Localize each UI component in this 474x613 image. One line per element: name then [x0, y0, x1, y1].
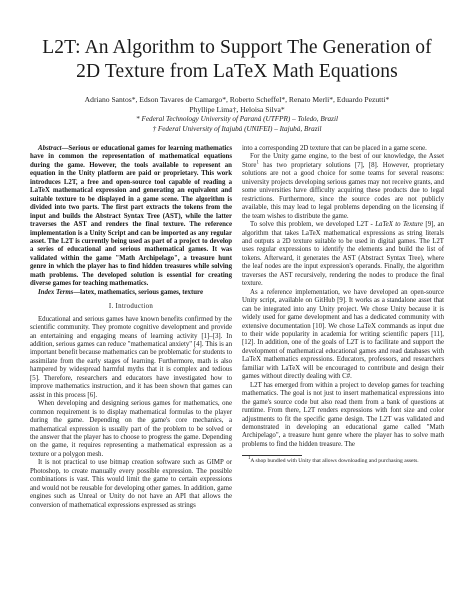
section-heading-introduction: I. Introduction [108, 303, 154, 311]
authors-line-1: Adriano Santos*, Edson Tavares de Camargo*, Roberto Scheffel*, Renato Merli*, Eduardo Pezutti* [84, 95, 390, 104]
left-column [30, 145, 232, 510]
footnote-text: A shop bundled with Unity that allows downloading and purchasing assets. [250, 458, 419, 465]
index-terms-text: —latex, mathematics, serious games, texture [73, 288, 203, 296]
body-paragraph: Educational and serious games have known benefits confirmed by the scientific community. They promote cognitive development and provide an entertaining and engaging means of learning activity [1]–[3]. In addition, serious games can reduce "mathematical anxiety" [4]. This is an important benefit because mathematics can be problematic for students to assimilate from the early stages of learning. Furthermore, math is also hampered by widespread harmful myths that it is complex and tedious [5]. Therefore, researchers and educators have investigated how to improve mathematics instruction, and it has been shown that games can assist in this process [6]. [30, 315, 232, 399]
footnote-marker: 1 [256, 160, 259, 166]
abstract-lead: Abstract [38, 145, 62, 152]
title-line-2: 2D Texture from LaTeX Math Equations [76, 61, 398, 82]
two-column-body [30, 145, 444, 510]
tool-name-italic: LaTeX to Texture [375, 221, 424, 229]
body-paragraph: It is not practical to use bitmap creation software such as GIMP or Photoshop, to create manually every possible expression. The possible combinations is vast. This would limit the game to certain expressions and would not be reusable for developing other games. In addition, game engines such as Unreal or Unity do not have an API that allows the conversion of mathematical expressions expressed as strings [30, 459, 232, 509]
paper-title [30, 36, 444, 84]
body-paragraph: into a corresponding 2D texture that can be placed in a game scene. [242, 145, 427, 152]
footnote [242, 458, 444, 465]
authors-line-2: Phyllipe Lima†, Heloisa Silva* [189, 105, 285, 114]
affiliation-1: * Federal Technology University of Paraná (UTFPR) – Toledo, Brazil [136, 115, 338, 123]
body-paragraph: As a reference implementation, we have developed an open-source Unity script, available on GitHub [9]. It works as a standalone asset that can be integrated into any Unity project. We chose Unity because it is widely used for game development and has a dedicated community with extensive documentation [10]. We chose LaTeX commands as input due to their wide popularity in academia for writing scientific papers [11], [12]. In addition, one of the goals of L2T is to facilitate and support the development of mathematical educational games and read databases with LaTeX mathematics expressions. Educators, professors, and researchers familiar with LaTeX will be encouraged to contribute and design their games without directly dealing with C#. [242, 288, 444, 381]
body-paragraph: L2T has emerged from within a project to develop games for teaching mathematics. The goal is not just to insert mathematical expressions into the game's source code but also read them from a bank of questions at runtime. From there, L2T renders expressions with font size and color adjustments to fit the specific game design. The L2T was validated and demonstrated in developing an educational game called "Math Archipelago", a treasure hunt genre where the player has to solve math problems to find the hidden treasure. The [242, 381, 444, 448]
affiliation-2: † Federal University of Itajubá (UNIFEI) – Itajubá, Brazil [152, 124, 322, 133]
title-line-1: L2T: An Algorithm to Support The Generation of [42, 37, 432, 58]
body-paragraph [242, 221, 444, 289]
body-paragraph [242, 153, 444, 221]
right-column [242, 145, 444, 510]
body-text: has two proprietary solutions [7], [8]. However, proprietary solutions are not a good choice for some teams for several reasons: university projects developing serious games may not receive grants, and some universities have difficulty acquiring these products due to legal restrictions. Furthermore, since the source codes are not publicly available, this may lead to legal problems depending on the licensing if the team wishes to distribute the game. [242, 161, 444, 220]
footnote-number: 1 [248, 456, 251, 462]
author-list [30, 95, 444, 115]
body-text: [9], an algorithm that takes LaTeX mathematical expressions as string literals and outputs a 2D texture suitable to be used in digital games. The L2T uses regular expressions to identify the elements and build the list of tokens. Afterward, it generates the AST (Abstract Syntax Tree), where the leaf nodes are the input expression's operands. Finally, the algorithm traverses the AST recursively, rendering the nodes to produce the final texture. [242, 221, 444, 288]
index-terms-lead: Index Terms [38, 288, 74, 296]
abstract-text: —Serious or educational games for learning mathematics have in common the representation of mathematical equations during the game. However, the tools available to represent an equation in the Unity platform are paid or proprietary. This work introduces L2T, a free and open-source tool capable of reading a LaTeX mathematical expression and generating an equivalent and suitable texture to be displayed in a game scene. The algorithm is divided into two parts. The first part extracts the tokens from the input and builds the Abstract Syntax Tree (AST), while the latter traverses the AST and renders the final texture. The reference implementation is a Unity Script and can be imported as any regular asset. The L2T is currently being used as part of a project to develop a series of educational and serious mathematical games. It was validated within the game "Math Archipelago", a treasure hunt genre in which the player has to find hidden treasures while solving math problems. The developed solution is essential for creating diverse games for teaching mathematics. [30, 145, 232, 288]
body-text: To solve this problem, we developed L2T - [250, 221, 376, 229]
index-terms [30, 289, 232, 297]
abstract [30, 145, 232, 289]
body-text: For the Unity game engine, to the best of our knowledge, the Asset Store [242, 153, 444, 169]
body-paragraph: When developing and designing serious games for mathematics, one common requirement is to display mathematical formulas to the player during the game. Depending on the game's core mechanics, a mathematical expression is usually part of the problem to be solved or the answer that the player has to choose to progress the game. Depending on the game, it requires representing a mathematical expression as a texture or a polygon mesh. [30, 400, 232, 458]
footnote-divider [242, 455, 302, 456]
